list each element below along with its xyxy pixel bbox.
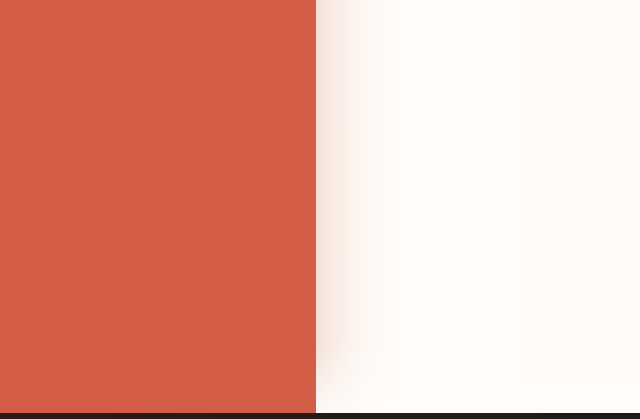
paper-page bbox=[316, 0, 640, 413]
red-cover-page bbox=[0, 0, 316, 413]
photo-bottom-edge bbox=[0, 413, 640, 419]
